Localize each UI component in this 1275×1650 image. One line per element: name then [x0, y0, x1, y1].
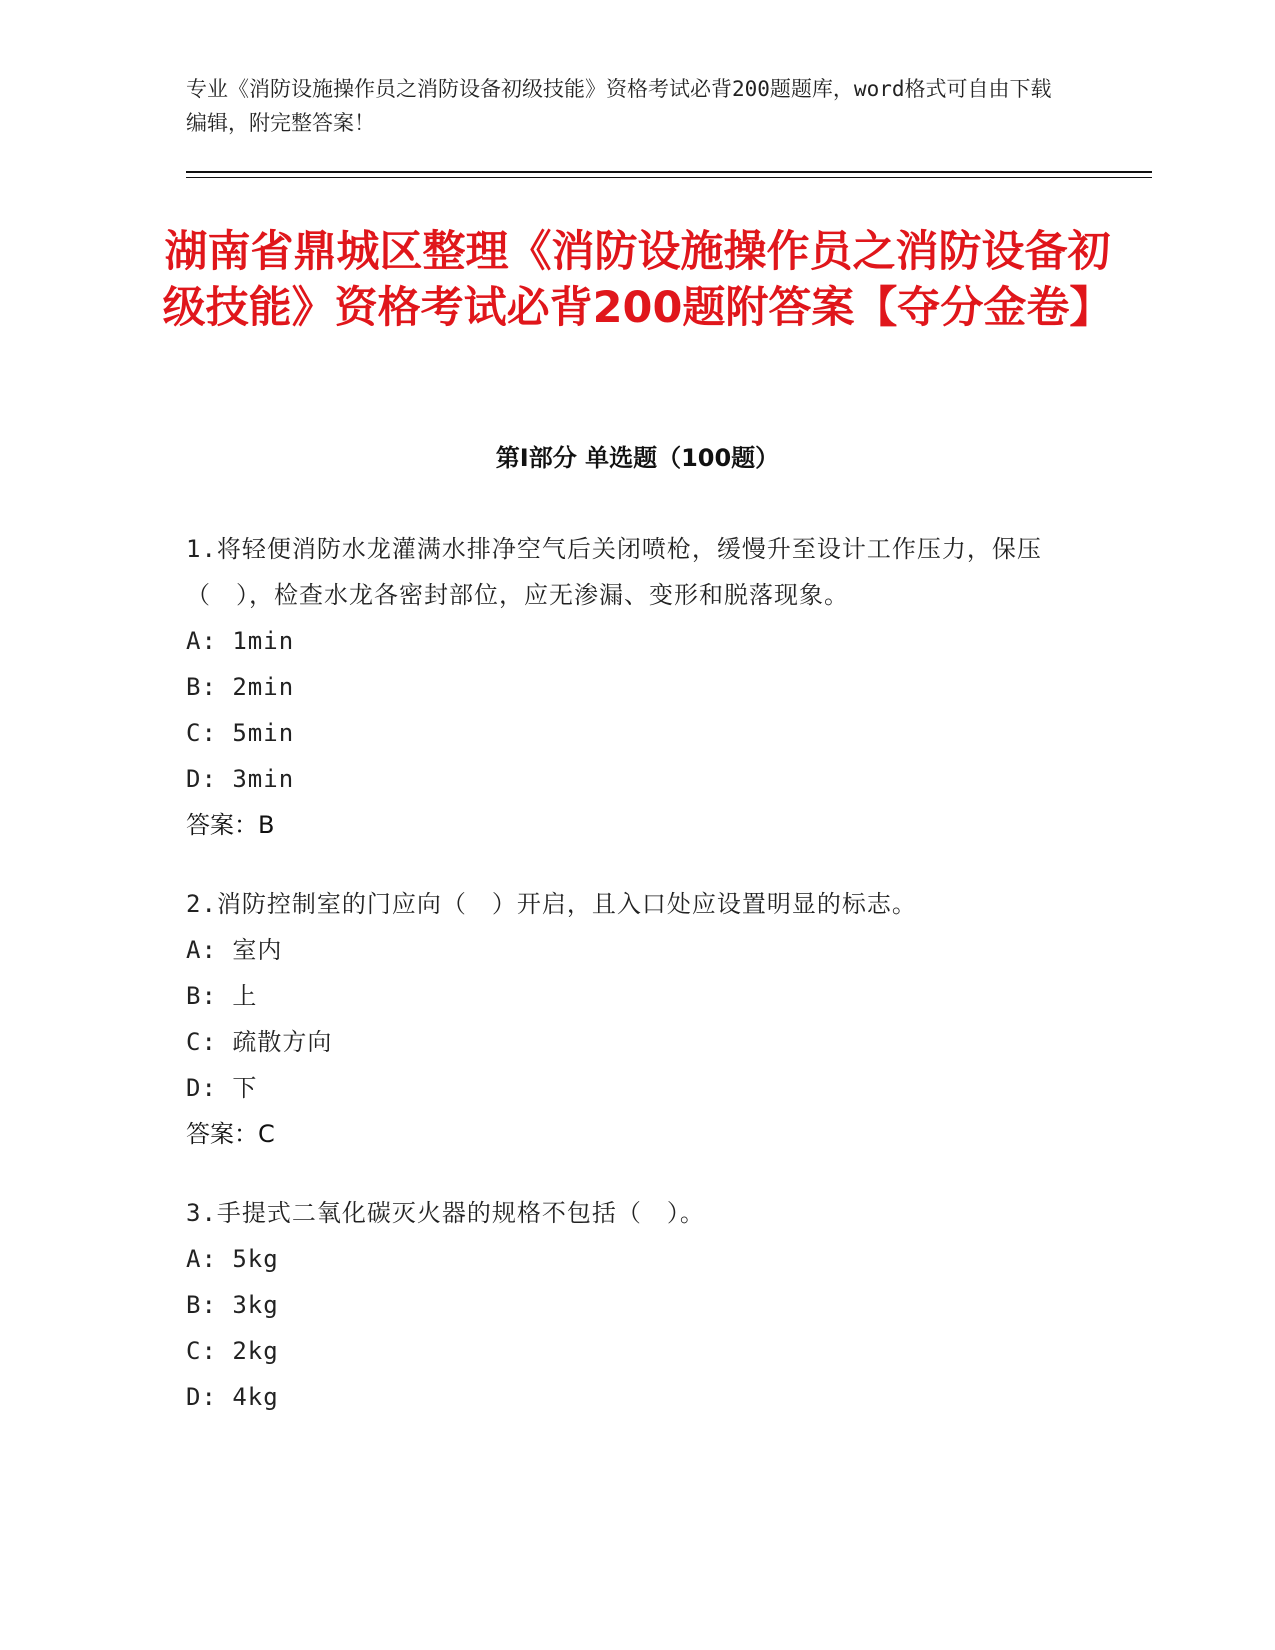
option-c: C: 2kg [186, 1337, 279, 1365]
option-b: B: 上 [186, 982, 258, 1010]
option-d: D: 3min [186, 765, 295, 793]
question-2 [186, 881, 1066, 1157]
answer-line: 答案：B [186, 811, 275, 839]
header-note: 专业《消防设施操作员之消防设备初级技能》资格考试必背200题题库，word格式可自由下载编辑，附完整答案！ [186, 77, 1052, 135]
option-b: B: 2min [186, 673, 295, 701]
option-a: A: 5kg [186, 1245, 279, 1273]
header-divider-thick [186, 171, 1152, 173]
option-d: D: 下 [186, 1074, 258, 1102]
document-title: 湖南省鼎城区整理《消防设施操作员之消防设备初级技能》资格考试必背200题附答案【夺分金卷】 [162, 227, 1113, 333]
section-heading: 第Ⅰ部分 单选题（100题） [495, 444, 780, 472]
question-list [186, 526, 1066, 1453]
answer-line: 答案：C [186, 1120, 275, 1148]
option-d: D: 4kg [186, 1383, 279, 1411]
header-divider-thin [186, 177, 1152, 178]
option-c: C: 疏散方向 [186, 1028, 333, 1056]
option-b: B: 3kg [186, 1291, 279, 1319]
option-a: A: 1min [186, 627, 295, 655]
option-a: A: 室内 [186, 936, 283, 964]
question-3 [186, 1190, 1066, 1420]
option-c: C: 5min [186, 719, 295, 747]
question-1 [186, 526, 1066, 848]
question-stem: 2.消防控制室的门应向（ ）开启，且入口处应设置明显的标志。 [186, 890, 917, 918]
question-stem: 3.手提式二氧化碳灭火器的规格不包括（ ）。 [186, 1199, 705, 1227]
question-stem: 1.将轻便消防水龙灌满水排净空气后关闭喷枪，缓慢升至设计工作压力，保压（ ），检查水龙各密封部位，应无渗漏、变形和脱落现象。 [186, 535, 1042, 609]
